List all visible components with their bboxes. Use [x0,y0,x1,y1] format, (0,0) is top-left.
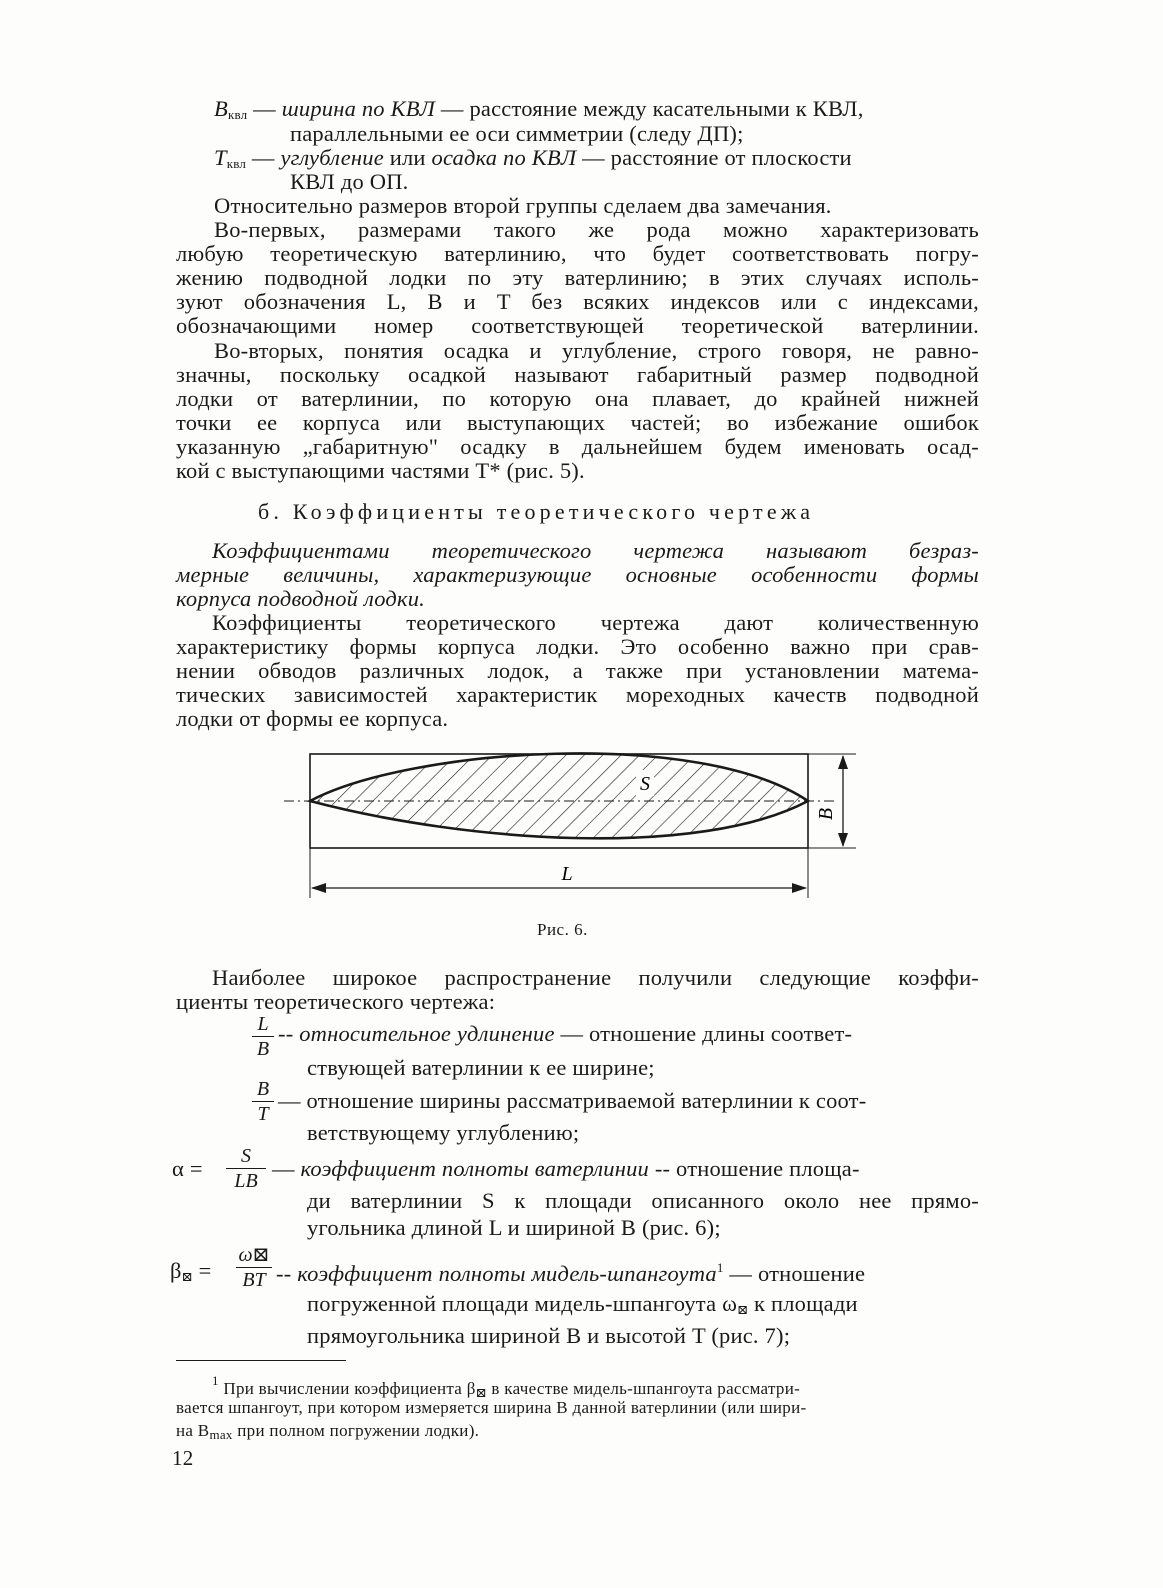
midship-subscript: ⊠ [475,1385,487,1400]
midship-subscript: ⊠ [737,1302,749,1317]
coef1-line2: ствующей ватерлинии к ее ширине; [307,1055,655,1080]
numerator: S [241,1145,251,1167]
coef4-text2b: к площади [748,1291,858,1316]
coef1-term: относительное удлинение [299,1021,555,1046]
coef4-term: коэффициент полноты мидель-шпангоута [297,1261,717,1286]
footnote-line3 [176,1421,479,1445]
footnote-text: на B [176,1421,210,1440]
bkvl-symbol: B [214,96,228,121]
fraction-bar [236,1267,272,1268]
beta-symbol: β [170,1258,182,1283]
coef2-line1 [278,1089,866,1113]
coef3-text1: отношение площа- [676,1156,860,1181]
paragraph-1: Относительно размеров второй группы сделаем два замечания. [214,193,832,218]
coef4-line2 [307,1292,858,1322]
bkvl-text1: расстояние между касательными к КВЛ, [469,96,864,121]
section-heading: б. Коэффициенты теоретического чертежа [258,499,815,524]
label-s: S [640,773,650,795]
tkvl-term2: осадка по КВЛ [431,145,577,170]
dash: -- [649,1156,677,1181]
numerator: B [256,1078,270,1100]
numerator: ω⊠ [238,1244,270,1266]
coef3-line1 [272,1157,860,1181]
p2-line: обозначающими номер соответствующей теоретической ватерлинии. [176,313,979,338]
equals: = [192,1258,212,1283]
dash: — [246,145,281,170]
tkvl-term1: углубление [280,145,384,170]
connector: или [383,145,432,170]
tkvl-text1: расстояние от плоскости [610,145,852,170]
dash: — [576,145,611,170]
midship-subscript: ⊠ [181,1269,193,1284]
p6-line: Наиболее широкое распространение получили следующие коэффи- [212,965,979,990]
fraction-bar [226,1168,266,1169]
p2-line: жению подводной лодки по эту ватерлинию; в этих случаях исполь- [176,265,979,290]
p2-line: Во-первых, размерами такого же рода можно характеризовать [214,217,979,242]
coef3-line3: угольника длиной L и шириной B (рис. 6); [307,1215,721,1240]
denominator: T [257,1103,269,1125]
p4-italic-line: Коэффициентами теоретического чертежа называют безраз- [212,538,979,563]
p3-line: лодки от ватерлинии, по которую она плавает, до крайней нижней [176,386,979,411]
p5-line: лодки от формы ее корпуса. [176,706,449,731]
label-b: B [815,807,837,821]
p5-line: тических зависимостей характеристик мореходных качеств подводной [176,682,979,707]
dash: — [554,1021,589,1046]
coef4-text2a: погруженной площади мидель-шпангоута ω [307,1291,738,1316]
tkvl-subscript: квл [226,156,247,171]
footnote-mark: 1 [212,1373,219,1388]
footnote-rule [176,1360,346,1361]
footnote-text: При вычислении коэффициента β [218,1379,476,1398]
p4-italic-line: корпуса подводной лодки. [176,586,425,611]
p2-line: зуют обозначения L, B и T без всяких индексов или с индексами, [176,289,979,314]
b-arrow-top [838,755,848,769]
label-l: L [561,863,573,885]
l-arrow-right [792,883,807,893]
def-bkvl-line2: параллельными ее оси симметрии (следу ДП); [290,121,744,146]
footnote-line2: вается шпангоут, при котором измеряется ширина B данной ватерлинии (или шири- [176,1398,807,1417]
coef3-term: коэффициент полноты ватерлинии [300,1156,649,1181]
l-arrow-left [311,883,326,893]
p3-line: Во-вторых, понятия осадка и углубление, строго говоря, не равно- [214,338,979,363]
bkvl-subscript: квл [227,107,248,122]
coef4-line1 [276,1256,979,1286]
dash: — [278,1088,307,1113]
coef3-line2: ди ватерлинии S к площади описанного около нее прямо- [307,1188,979,1213]
dash: -- [278,1021,300,1046]
figure-caption: Рис. 6. [537,920,588,939]
p6-line: циенты теоретического чертежа: [176,989,496,1014]
p2-line: любую теоретическую ватерлинию, что будет соответствовать погру- [176,241,979,266]
dash: — [723,1261,758,1286]
figure-waterline-diagram [270,738,880,910]
page-number: 12 [172,1446,194,1470]
coef1-line1 [278,1022,979,1046]
p3-line: точки ее корпуса или выступающих частей; во избежание ошибок [176,410,979,435]
beta-lhs [170,1259,211,1289]
p5-line: Коэффициенты теоретического чертежа дают количественную [212,610,979,635]
footnote-ref: 1 [716,1260,724,1275]
tkvl-symbol: T [214,145,227,170]
coef4-text1: отношение [757,1261,866,1286]
dash: -- [276,1261,298,1286]
fraction-s-over-lb [226,1145,266,1192]
numerator: L [257,1013,269,1035]
coef2-text1: отношение ширины рассматриваемой ватерлинии к соот- [306,1088,867,1113]
fraction-bar [252,1036,274,1037]
fraction-l-over-b [252,1013,274,1060]
dash: — [272,1156,301,1181]
p3-line: указанную „габаритную" осадку в дальнейшем будем именовать осад- [176,434,979,459]
denominator: B [256,1038,270,1060]
fraction-b-over-t [252,1078,274,1125]
p5-line: нении обводов различных лодок, а также при установлении матема- [176,658,979,683]
fraction-bar [252,1101,274,1102]
b-arrow-bottom [838,833,848,847]
p5-line: характеристику формы корпуса лодки. Это особенно важно при срав- [176,634,979,659]
coef1-text1: отношение длины соответ- [589,1021,853,1046]
footnote-text: в качестве мидель-шпангоута рассматри- [486,1379,801,1398]
coef2-line2: ветствующему углублению; [307,1120,580,1145]
fraction-omega-over-bt [236,1244,272,1291]
p3-line: кой с выступающими частями T* (рис. 5). [176,458,585,483]
footnote-text: при полном погружении лодки). [232,1421,480,1440]
dash: — [435,96,470,121]
alpha-lhs: α = [172,1156,203,1181]
denominator: LB [234,1170,258,1192]
dash: — [247,96,282,121]
p4-italic-line: мерные величины, характеризующие основные особенности формы [176,562,979,587]
max-subscript: max [209,1427,233,1442]
def-tkvl-line2: КВЛ до ОП. [290,169,409,194]
bkvl-term: ширина по КВЛ [281,96,436,121]
p3-line: значны, поскольку осадкой называют габаритный размер подводной [176,362,979,387]
denominator: BT [242,1269,266,1291]
coef4-line3: прямоугольника шириной B и высотой T (рис. 7); [307,1323,791,1348]
